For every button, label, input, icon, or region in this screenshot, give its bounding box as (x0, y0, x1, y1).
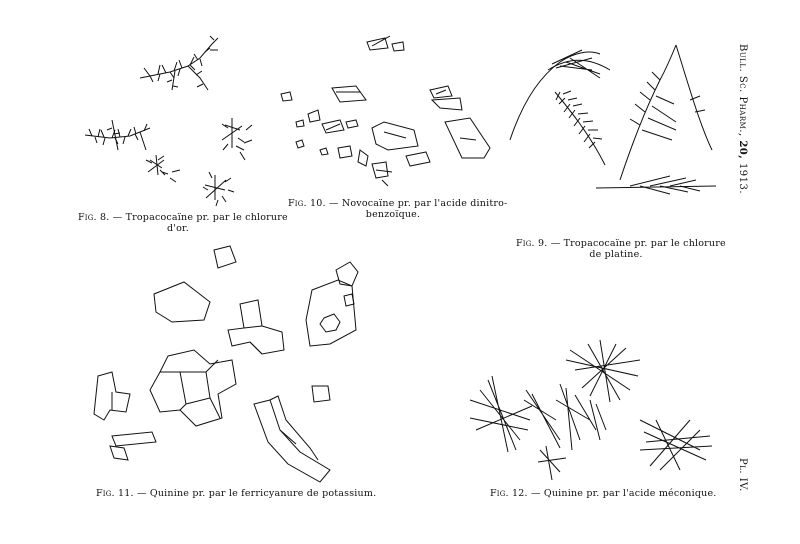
fig8-dendrites (85, 36, 252, 206)
fig10-label: Fig. 10. (288, 198, 326, 209)
fig10-prisms (281, 36, 490, 186)
plate-label: Pl. IV. (737, 458, 748, 492)
journal-abbrev: Bull. Sc. Pharm., (737, 44, 748, 137)
fig9-text: — Tropacocaïne pr. par le chlorure (550, 238, 726, 249)
journal-year: 1913. (737, 162, 748, 195)
fig9-label: Fig. 9. (516, 238, 548, 249)
fig10-text-cont: benzoïque. (365, 209, 421, 220)
fig8-text: — Tropacocaïne pr. par le chlorure (112, 212, 288, 223)
fig12-label: Fig. 12. (490, 488, 528, 499)
fig12-caption (490, 488, 717, 499)
fig8-text-cont: d'or. (167, 223, 189, 234)
fig8-label: Fig. 8. (78, 212, 110, 223)
fig11-caption (96, 488, 377, 499)
fig10-caption (288, 198, 508, 220)
fig9-text-cont: de platine. (589, 249, 643, 260)
fig11-plates (94, 246, 358, 482)
fig12-needles (470, 340, 712, 480)
fig11-text: — Quinine pr. par le ferricyanure de potassium. (136, 488, 377, 499)
journal-volume: 20, (737, 140, 748, 160)
fig12-text: — Quinine pr. par l'acide méconique. (530, 488, 717, 499)
fig9-feathers (510, 45, 716, 194)
fig8-caption (78, 212, 288, 234)
fig9-caption (516, 238, 726, 260)
journal-reference (737, 44, 748, 194)
fig10-text: — Novocaïne pr. par l'acide dinitro- (328, 198, 508, 209)
plate-number (737, 458, 748, 492)
fig11-label: Fig. 11. (96, 488, 134, 499)
